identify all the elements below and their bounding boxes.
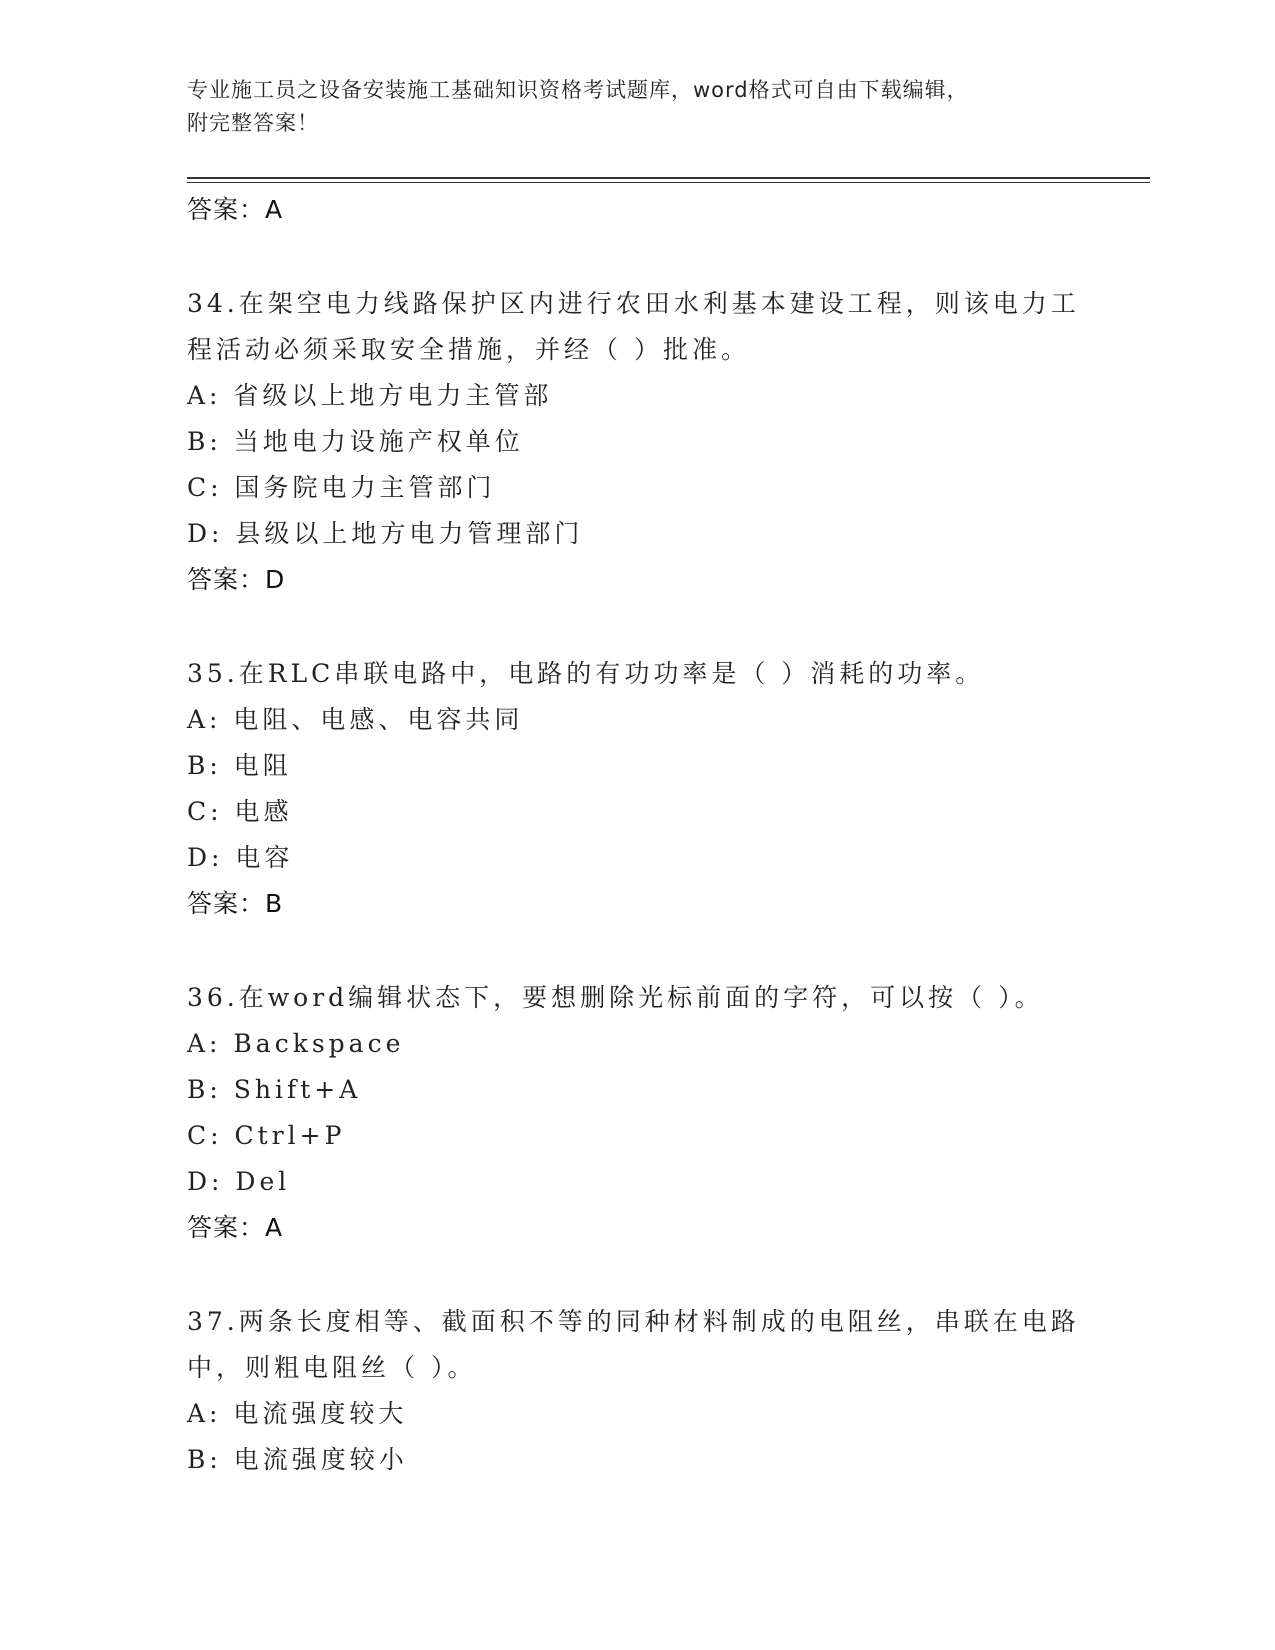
option-a: A: 省级以上地方电力主管部 [187, 381, 553, 410]
option-a: A: 电阻、电感、电容共同 [187, 705, 524, 734]
option-d: D: Del [187, 1167, 291, 1196]
answer-line: 答案：A [187, 1213, 284, 1242]
question-text: 37.两条长度相等、截面积不等的同种材料制成的电阻丝，串联在电路中，则粗电阻丝（ ）。 [187, 1307, 1080, 1382]
option-b: B: Shift+A [187, 1075, 362, 1104]
header-divider-thin [187, 182, 1150, 183]
question-34 [187, 281, 1087, 603]
question-text: 34.在架空电力线路保护区内进行农田水利基本建设工程，则该电力工程活动必须采取安全措施，并经（ ）批准。 [187, 289, 1080, 364]
answer-line: 答案：A [187, 195, 284, 224]
document-header [187, 74, 1047, 140]
option-c: C: Ctrl+P [187, 1121, 346, 1150]
answer-line: 答案：B [187, 889, 284, 918]
option-b: B: 当地电力设施产权单位 [187, 427, 524, 456]
header-line-1: 专业施工员之设备安装施工基础知识资格考试题库，word格式可自由下载编辑， [187, 78, 969, 102]
question-36 [187, 975, 1087, 1251]
question-text: 36.在word编辑状态下，要想删除光标前面的字符，可以按（ ）。 [187, 983, 1044, 1012]
option-c: C: 电感 [187, 797, 293, 826]
option-b: B: 电流强度较小 [187, 1445, 408, 1474]
answer-line: 答案：D [187, 565, 286, 594]
question-text: 35.在RLC串联电路中，电路的有功功率是（ ）消耗的功率。 [187, 659, 985, 688]
header-divider-thick [187, 177, 1150, 179]
option-a: A: Backspace [187, 1029, 405, 1058]
option-a: A: 电流强度较大 [187, 1399, 408, 1428]
header-line-2: 附完整答案！ [187, 111, 319, 135]
option-c: C: 国务院电力主管部门 [187, 473, 496, 502]
option-b: B: 电阻 [187, 751, 292, 780]
question-35 [187, 651, 1087, 927]
option-d: D: 电容 [187, 843, 294, 872]
question-list [187, 187, 1087, 1531]
option-d: D: 县级以上地方电力管理部门 [187, 519, 584, 548]
question-37 [187, 1299, 1087, 1483]
